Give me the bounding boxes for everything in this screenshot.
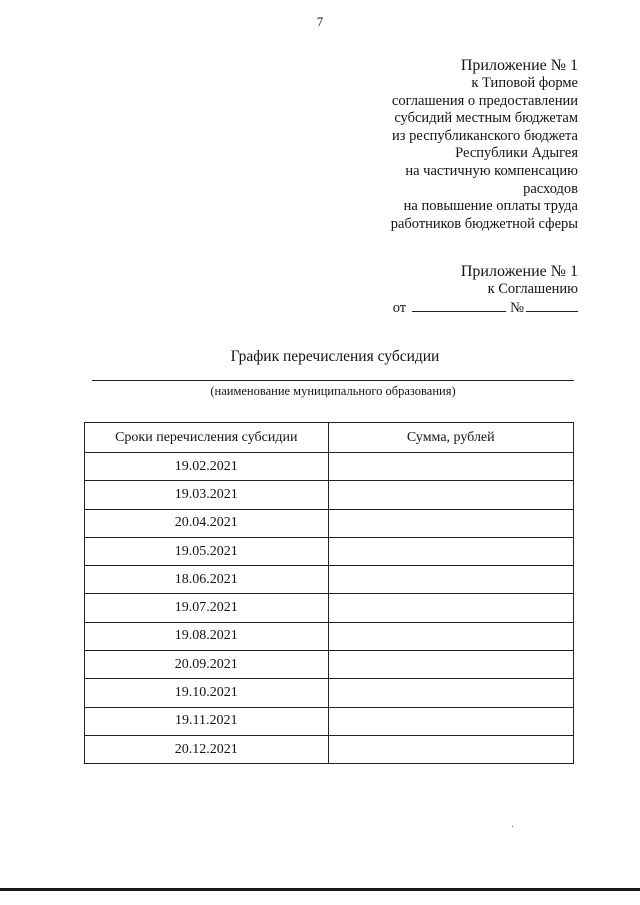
amount-cell[interactable] (328, 679, 573, 707)
amount-cell[interactable] (328, 481, 573, 509)
appendix-line: соглашения о предоставлении (391, 92, 578, 109)
municipality-caption: (наименование муниципального образования) (210, 384, 456, 398)
column-header-dates: Сроки перечисления субсидии (85, 423, 329, 453)
amount-cell[interactable] (328, 651, 573, 679)
transfer-date-cell: 19.05.2021 (85, 537, 329, 565)
appendix-line: из республиканского бюджета (392, 127, 578, 144)
amount-cell[interactable] (328, 509, 573, 537)
column-header-amount: Сумма, рублей (328, 423, 573, 453)
schedule-title: График перечисления субсидии (230, 348, 440, 365)
table-row (85, 707, 574, 735)
appendix-line: на повышение оплаты труда (403, 198, 578, 215)
schedule-table-body (85, 453, 574, 764)
table-row (85, 735, 574, 763)
amount-cell[interactable] (328, 707, 573, 735)
appendix-to-agreement (393, 262, 578, 317)
amount-cell[interactable] (328, 453, 573, 481)
appendix-line: субсидий местным бюджетам (394, 110, 578, 127)
amount-cell[interactable] (328, 735, 573, 763)
amount-cell[interactable] (328, 622, 573, 650)
appendix-line: на частичную компенсацию (405, 162, 578, 179)
agreement-date-number-line (393, 299, 578, 318)
table-row (85, 622, 574, 650)
transfer-date-cell: 19.07.2021 (85, 594, 329, 622)
subsidy-schedule-table (84, 422, 574, 764)
table-row (85, 481, 574, 509)
appendix-line: к Типовой форме (471, 75, 578, 91)
transfer-date-cell: 20.09.2021 (85, 651, 329, 679)
appendix-line: Республики Адыгея (455, 145, 578, 162)
table-row (85, 651, 574, 679)
table-row (85, 509, 574, 537)
table-row (85, 679, 574, 707)
municipality-name-line[interactable] (92, 380, 574, 381)
agreement-date-blank[interactable] (412, 299, 506, 312)
number-label: № (510, 299, 524, 316)
from-label: от (392, 299, 407, 316)
appendix-agreement-title: Приложение № 1 (460, 263, 578, 280)
transfer-date-cell: 20.04.2021 (85, 509, 329, 537)
transfer-date-cell: 18.06.2021 (85, 566, 329, 594)
transfer-date-cell: 20.12.2021 (85, 735, 329, 763)
transfer-date-cell: 19.03.2021 (85, 481, 329, 509)
amount-cell[interactable] (328, 594, 573, 622)
table-row (85, 453, 574, 481)
transfer-date-cell: 19.08.2021 (85, 622, 329, 650)
table-header-row (85, 423, 574, 453)
scan-speck (512, 826, 513, 827)
agreement-number-blank[interactable] (526, 299, 578, 312)
amount-cell[interactable] (328, 537, 573, 565)
table-row (85, 594, 574, 622)
appendix-to-standard-form (391, 56, 578, 233)
appendix-line: работников бюджетной сферы (390, 215, 578, 232)
table-row (85, 566, 574, 594)
table-row (85, 537, 574, 565)
appendix-line: расходов (523, 180, 578, 197)
page-number: 7 (316, 14, 324, 29)
amount-cell[interactable] (328, 566, 573, 594)
appendix-line: Приложение № 1 (460, 57, 578, 74)
transfer-date-cell: 19.10.2021 (85, 679, 329, 707)
scan-bottom-edge (0, 888, 640, 891)
transfer-date-cell: 19.02.2021 (85, 453, 329, 481)
transfer-date-cell: 19.11.2021 (85, 707, 329, 735)
appendix-agreement-subtitle: к Соглашению (487, 281, 578, 297)
